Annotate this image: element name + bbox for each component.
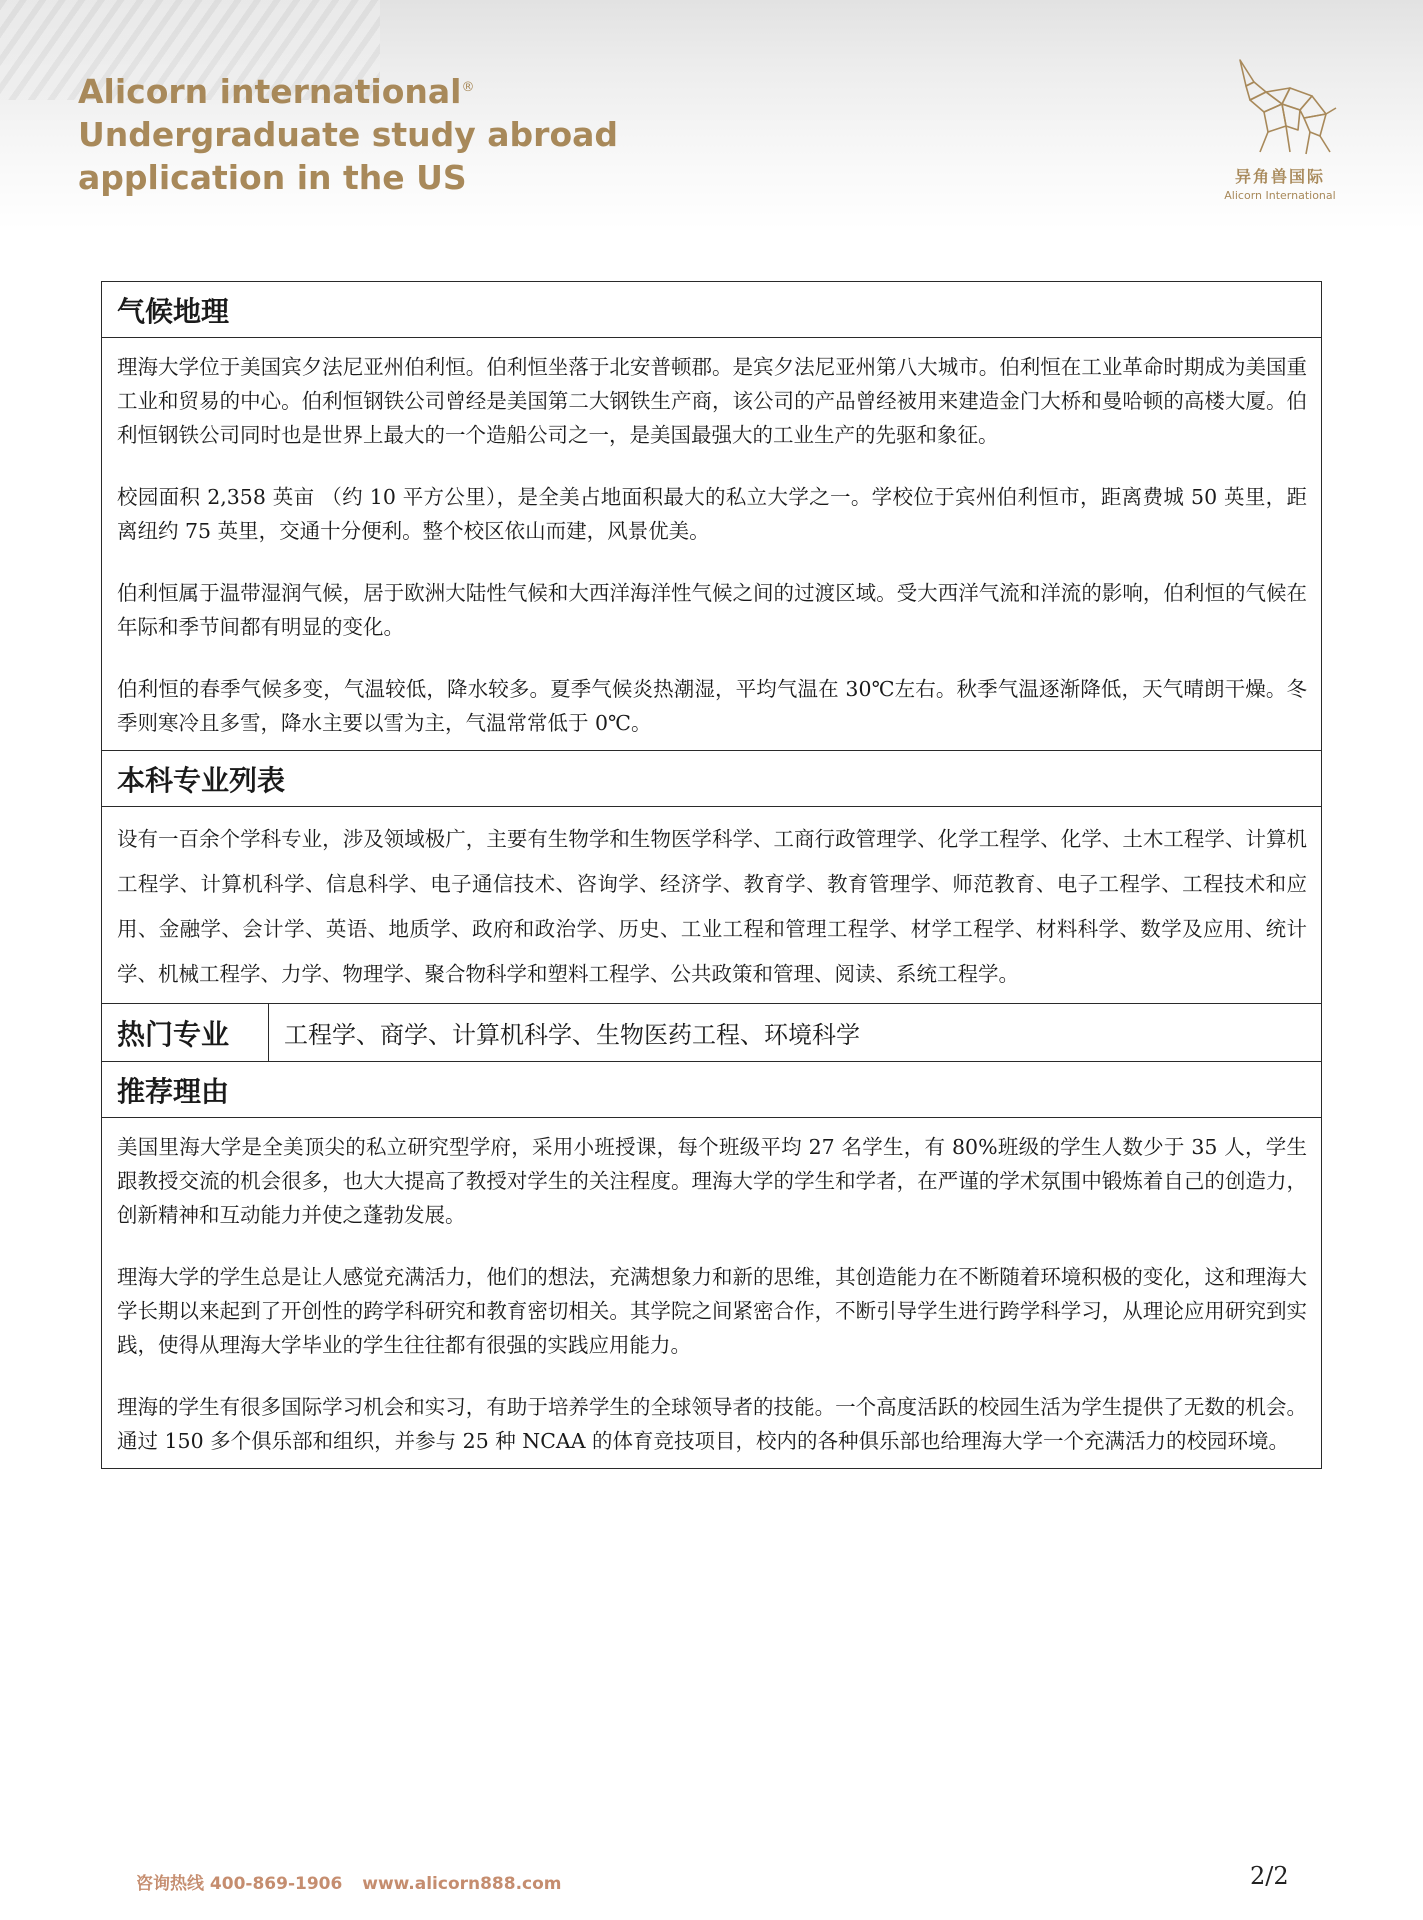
title-line-1: Alicorn international [78,72,462,111]
reasons-section [102,1118,1321,1468]
logo-chinese-name: 异角兽国际 [1234,167,1325,186]
climate-section [102,338,1321,751]
footer-contact [136,1869,576,1894]
climate-paragraph: 理海大学位于美国宾夕法尼亚州伯利恒。伯利恒坐落于北安普顿郡。是宾夕法尼亚州第八大城市。伯利恒在工业革命时期成为美国重工业和贸易的中心。伯利恒钢铁公司曾经是美国第二大钢铁生产商，该公司的产品曾经被用来建造金门大桥和曼哈顿的高楼大厦。伯利恒钢铁公司同时也是世界上最大的一个造船公司之一，是美国最强大的工业生产的先驱和象征。 [117,355,1307,447]
majors-section [102,807,1321,1004]
reasons-heading: 推荐理由 [102,1062,1321,1118]
document-title [78,66,618,199]
climate-paragraph: 伯利恒的春季气候多变，气温较低，降水较多。夏季气候炎热潮湿，平均气温在 30℃左右。秋季气温逐渐降低，天气晴朗干燥。冬季则寒冷且多雪，降水主要以雪为主，气温常常低于 0℃。 [117,677,1307,735]
website-link[interactable]: www.alicorn888.com [362,1874,562,1894]
registered-mark: ® [461,80,475,95]
hot-majors-value: 工程学、商学、计算机科学、生物医药工程、环境科学 [284,1021,860,1049]
hot-majors-row [102,1004,1321,1062]
majors-list-text: 设有一百余个学科专业，涉及领域极广，主要有生物学和生物医学科学、工商行政管理学、化学工程学、化学、土木工程学、计算机工程学、计算机科学、信息科学、电子通信技术、咨询学、经济学、教育学、教育管理学、师范教育、电子工程学、工程技术和应用、金融学、会计学、英语、地质学、政府和政治学、历史、工业工程和管理工程学、材学工程学、材料科学、数学及应用、统计学、机械工程学、力学、物理学、聚合物科学和塑料工程学、公共政策和管理、阅读、系统工程学。 [117,827,1307,986]
unicorn-logo-icon [1220,52,1340,162]
climate-paragraph: 校园面积 2,358 英亩 （约 10 平方公里），是全美占地面积最大的私立大学之一。学校位于宾州伯利恒市，距离费城 50 英里，距离纽约 75 英里，交通十分便利。整个校区依山而建，风景优美。 [117,485,1307,543]
hot-majors-label: 热门专业 [102,1004,269,1061]
reasons-paragraph: 理海大学的学生总是让人感觉充满活力，他们的想法，充满想象力和新的思维，其创造能力在不断随着环境积极的变化，这和理海大学长期以来起到了开创性的跨学科研究和教育密切相关。其学院之间紧密合作，不断引导学生进行跨学科学习，从理论应用研究到实践，使得从理海大学毕业的学生往往都有很强的实践应用能力。 [117,1265,1307,1357]
title-line-2: Undergraduate study abroad [78,115,619,154]
logo-english-name: Alicorn International [1224,189,1336,202]
hotline-text: 咨询热线 400-869-1906 [136,1874,343,1894]
reasons-paragraph: 理海的学生有很多国际学习机会和实习，有助于培养学生的全球领导者的技能。一个高度活跃的校园生活为学生提供了无数的机会。通过 150 多个俱乐部和组织，并参与 25 种 NCAA 的体育竞技项目，校内的各种俱乐部也给理海大学一个充满活力的校园环境。 [117,1395,1307,1453]
reasons-paragraph: 美国里海大学是全美顶尖的私立研究型学府，采用小班授课，每个班级平均 27 名学生，有 80%班级的学生人数少于 35 人，学生跟教授交流的机会很多，也大大提高了教授对学生的关注程度。理海大学的学生和学者，在严谨的学术氛围中锻炼着自己的创造力，创新精神和互动能力并使之蓬勃发展。 [117,1135,1307,1227]
climate-paragraph: 伯利恒属于温带湿润气候，居于欧洲大陆性气候和大西洋海洋性气候之间的过渡区域。受大西洋气流和洋流的影响，伯利恒的气候在年际和季节间都有明显的变化。 [117,581,1307,639]
page-number: 2/2 [1250,1862,1289,1890]
title-line-3: application in the US [78,158,467,197]
school-info-table [101,281,1322,1469]
majors-heading: 本科专业列表 [102,751,1321,807]
climate-heading: 气候地理 [102,282,1321,338]
company-logo [1200,52,1360,212]
